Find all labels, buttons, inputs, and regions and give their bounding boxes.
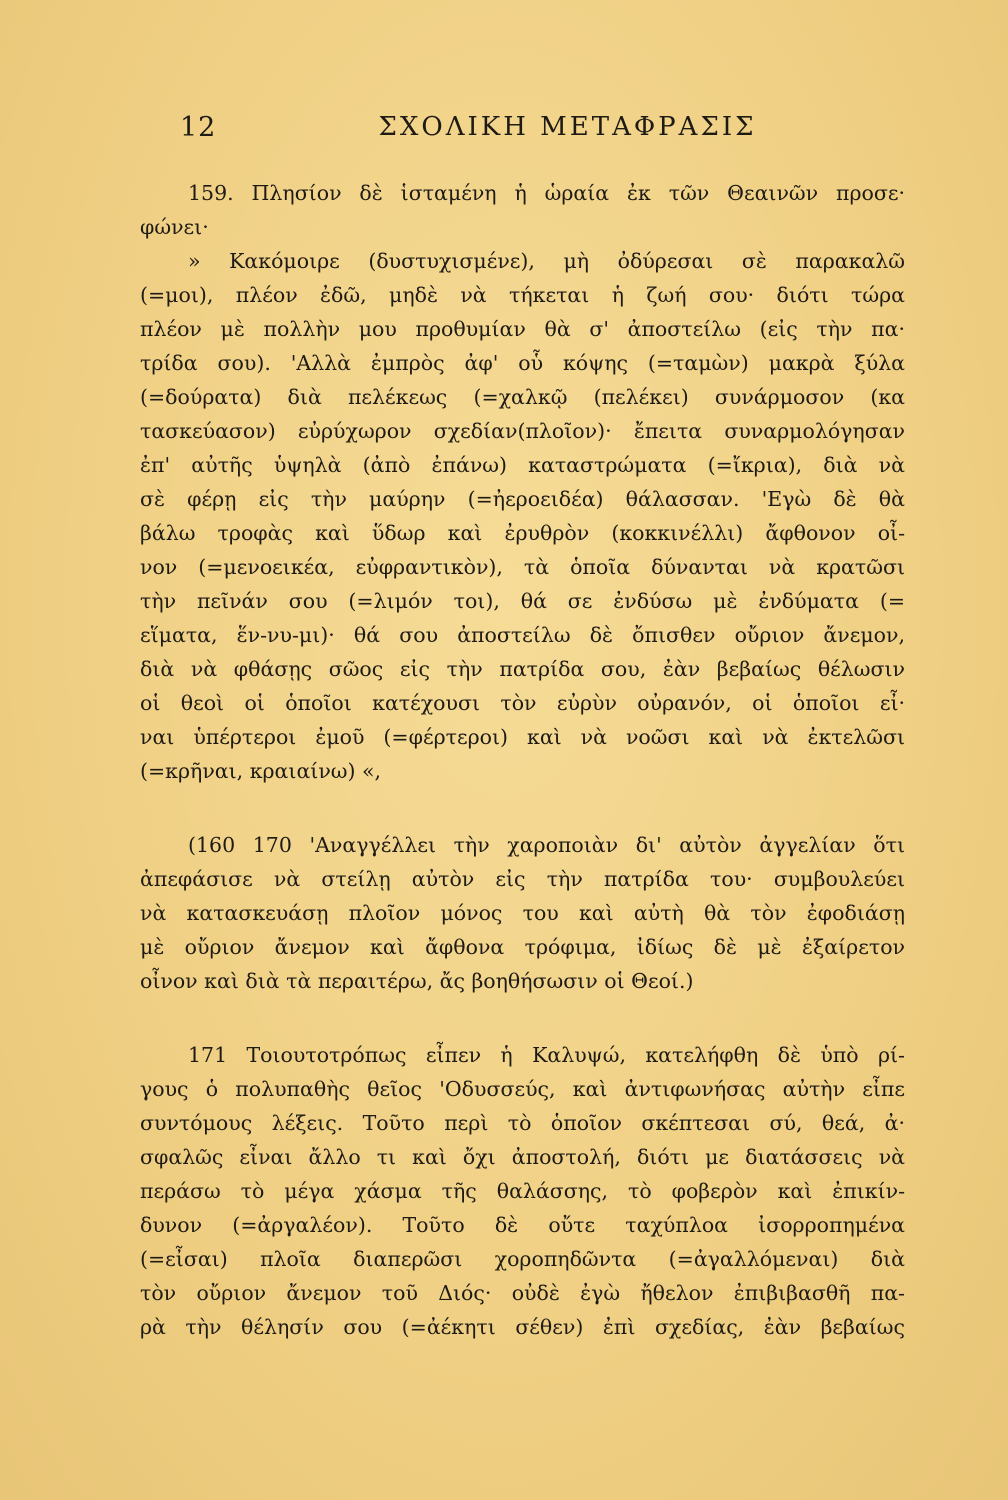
text-line: 171 Τοιουτοτρόπως εἶπεν ἡ Καλυψώ, κατελήφθη δὲ ὑπὸ ρί- [188,1043,905,1067]
text-line: ναι ὑπέρτεροι ἐμοῦ (=φέρτεροι) καὶ νὰ νοῶσι καὶ νὰ ἐκτελῶσι [140,725,905,749]
page-number: 12 [180,112,217,143]
text-line: σὲ φέρῃ εἰς τὴν μαύρην (=ἠεροειδέα) θάλασσαν. 'Εγὼ δὲ θὰ [140,487,905,511]
paragraph-summary [140,828,905,998]
text-line: (=εἶσαι) πλοῖα διαπερῶσι χοροπηδῶντα (=ἀγαλλόμεναι) διὰ [140,1247,905,1271]
text-line: (=δούρατα) διὰ πελέκεως (=χαλκῷ (πελέκει) συνάρμοσον (κα [140,385,905,409]
text-line: τὸν οὔριον ἄνεμον τοῦ Διός· οὐδὲ ἐγὼ ἤθελον ἐπιβιβασθῆ πα- [140,1281,905,1305]
paragraph-159 [140,176,905,244]
text-line: διὰ νὰ φθάσῃς σῶος εἰς τὴν πατρίδα σου, ἐὰν βεβαίως θέλωσιν [140,657,905,681]
text-line: τὴν πεῖνάν σου (=λιμόν τοι), θά σε ἐνδύσω μὲ ἐνδύματα (= [140,589,905,613]
text-line: τρίδα σου). 'Αλλὰ ἐμπρὸς ἀφ' οὗ κόψης (=ταμὼν) μακρὰ ξύλα [140,351,905,375]
text-line: οἱ θεοὶ οἱ ὁποῖοι κατέχουσι τὸν εὐρὺν οὐρανόν, οἱ ὁποῖοι εἶ· [140,691,905,715]
text-line: δυνον (=ἀργαλέον). Τοῦτο δὲ οὔτε ταχύπλοα ἰσορροπημένα [140,1213,905,1237]
text-line: περάσω τὸ μέγα χάσμα τῆς θαλάσσης, τὸ φοβερὸν καὶ ἐπικίν- [140,1179,905,1203]
text-line: νον (=μενοεικέα, εὐφραντικὸν), τὰ ὁποῖα δύνανται νὰ κρατῶσι [140,555,905,579]
text-line: φώνει· [140,215,209,239]
text-line: 159. Πλησίον δὲ ἱσταμένη ἡ ὡραία ἐκ τῶν Θεαινῶν προσε· [188,181,905,205]
text-line: τασκεύασον) εὐρύχωρον σχεδίαν(πλοῖον)· ἔπειτα συναρμολόγησαν [140,419,905,443]
text-line: εἵματα, ἕν-νυ-μι)· θά σου ἀποστείλω δὲ ὄπισθεν οὔριον ἄνεμον, [140,623,905,647]
paragraph-gap [140,998,905,1038]
text-line: πλέον μὲ πολλὴν μου προθυμίαν θὰ σ' ἀποστείλω (εἰς τὴν πα· [140,317,905,341]
text-line: γους ὁ πολυπαθὴς θεῖος 'Οδυσσεύς, καὶ ἀντιφωνήσας αὐτὴν εἶπε [140,1077,905,1101]
text-line: ἐπ' αὐτῆς ὑψηλὰ (ἀπὸ ἐπάνω) καταστρώματα (=ἴκρια), διὰ νὰ [140,453,905,477]
page-header [140,112,905,156]
paragraph-171 [140,1038,905,1344]
text-line: ἀπεφάσισε νὰ στείλῃ αὐτὸν εἰς τὴν πατρίδα του· συμβουλεύει [140,867,905,891]
text-line: οἶνον καὶ διὰ τὰ περαιτέρω, ἄς βοηθήσωσιν οἱ Θεοί.) [140,969,694,993]
text-line: (160 170 'Αναγγέλλει τὴν χαροποιὰν δι' αὐτὸν ἀγγελίαν ὅτι [188,833,905,857]
paragraph-speech [140,244,905,788]
page-body [140,112,905,1344]
text-line: ρὰ τὴν θέλησίν σου (=ἀέκητι σέθεν) ἐπὶ σχεδίας, ἐὰν βεβαίως [140,1315,905,1339]
text-line: μὲ οὔριον ἄνεμον καὶ ἄφθονα τρόφιμα, ἰδίως δὲ μὲ ἐξαίρετον [140,935,905,959]
text-line: (=μοι), πλέον ἐδῶ, μηδὲ νὰ τήκεται ἡ ζωή σου· διότι τώρα [140,283,905,307]
text-line: συντόμους λέξεις. Τοῦτο περὶ τὸ ὁποῖον σκέπτεσαι σύ, θεά, ἀ· [140,1111,905,1135]
text-line: βάλω τροφὰς καὶ ὕδωρ καὶ ἐρυθρὸν (κοκκινέλλι) ἄφθονον οἶ- [140,521,905,545]
text-line: » Κακόμοιρε (δυστυχισμένε), μὴ ὀδύρεσαι σὲ παρακαλῶ [188,249,905,273]
running-title: ΣΧΟΛΙΚΗ ΜΕΤΑΦΡΑΣΙΣ [378,112,757,142]
text-line: νὰ κατασκευάσῃ πλοῖον μόνος του καὶ αὐτὴ θὰ τὸν ἐφοδιάσῃ [140,901,905,925]
text-line: (=κρῆναι, κραιαίνω) «, [140,759,382,783]
paragraph-gap [140,788,905,828]
text-line: σφαλῶς εἶναι ἄλλο τι καὶ ὄχι ἀποστολή, διότι με διατάσσεις νὰ [140,1145,905,1169]
